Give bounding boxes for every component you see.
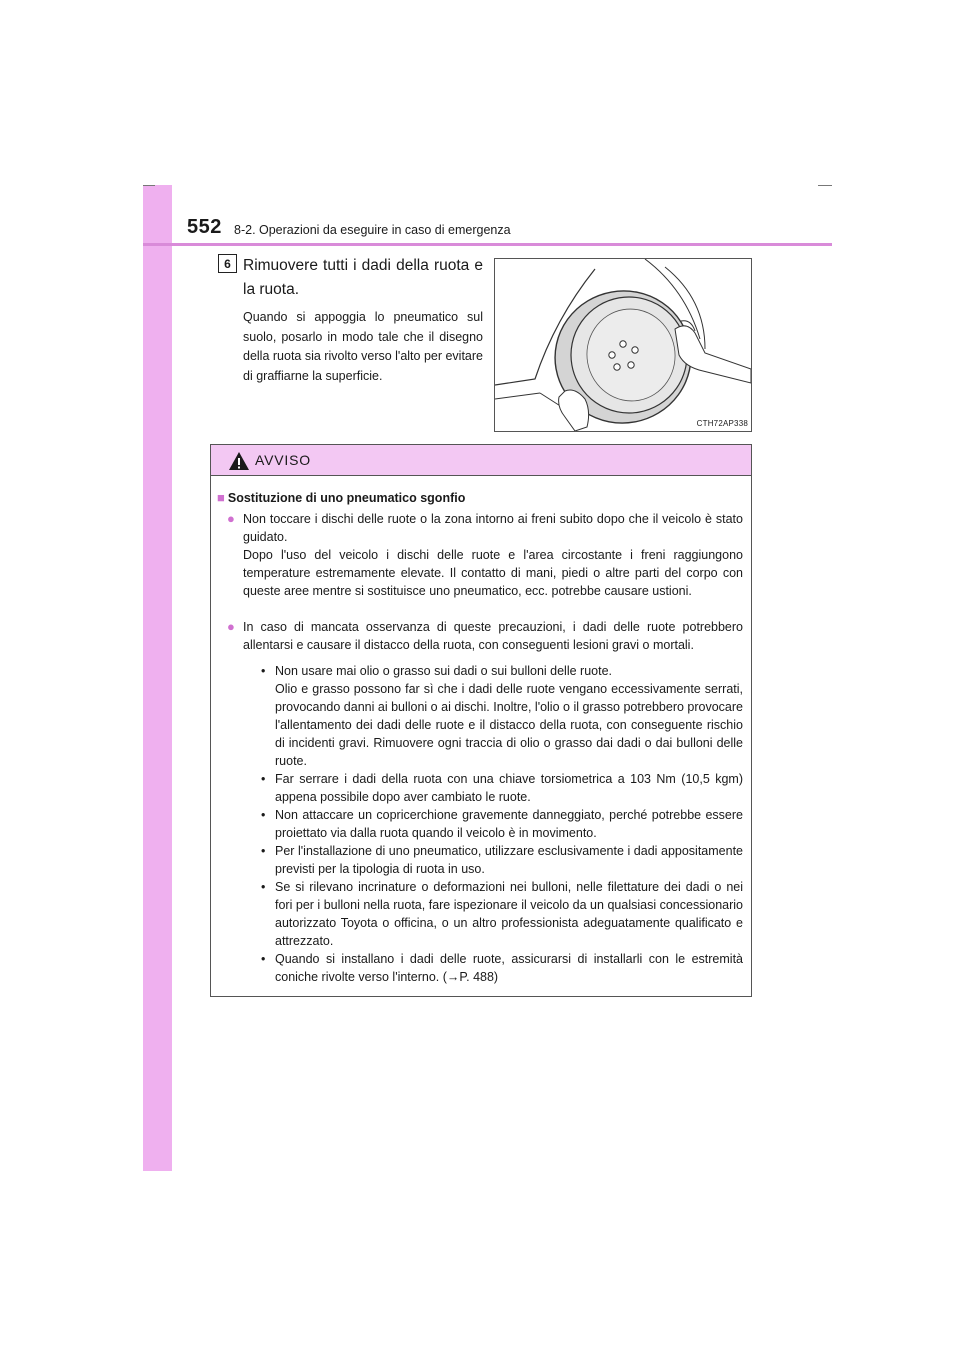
- warning-item-2-text: In caso di mancata osservanza di queste precauzioni, i dadi delle ruote potrebbero allentarsi e causare il distacco della ruota, con conseguenti lesioni gravi o mortali.: [243, 620, 743, 652]
- sub-item-4: [261, 842, 743, 878]
- section-title: [217, 489, 465, 507]
- sub-item-3-text: Non attaccare un copricerchione gravemente danneggiato, perché potrebbe essere proiettato via dalla ruota quando il veicolo è in movimento.: [275, 808, 743, 840]
- sub-item-2: [261, 770, 743, 806]
- sub-item-1-line2: Olio e grasso possono far sì che i dadi delle ruote vengano eccessivamente serrati, provocando danni ai bulloni o ai dischi. Inoltre, l'olio o il grasso potrebbero provocare l'allentamento dei dadi delle ruote e il distacco della ruota, con conseguente rischio di incidenti gravi. Rimuovere ogni traccia di olio o grasso dai dadi o dai bulloni delle ruote.: [275, 682, 743, 768]
- warning-box: [210, 444, 752, 997]
- sub-item-3: [261, 806, 743, 842]
- warning-item-1: [227, 510, 743, 600]
- sub-item-1-line1: Non usare mai olio o grasso sui dadi o sui bulloni delle ruote.: [275, 664, 612, 678]
- sub-bullet: •: [261, 952, 266, 966]
- sub-item-4-text: Per l'installazione di uno pneumatico, utilizzare esclusivamente i dadi appositamente previsti per la tipologia di ruota in uso.: [275, 844, 743, 876]
- step-number-box: 6: [218, 254, 237, 273]
- crop-mark: [143, 185, 155, 186]
- warning-item-1-line1: Non toccare i dischi delle ruote o la zona intorno ai freni subito dopo che il veicolo è stato guidato.: [243, 512, 743, 544]
- warning-item-2: [227, 618, 743, 654]
- sub-item-6: [261, 950, 743, 986]
- sub-bullet: •: [261, 772, 266, 786]
- figure-code: CTH72AP338: [696, 419, 748, 428]
- crop-mark-right: [818, 185, 832, 186]
- warning-label: AVVISO: [255, 452, 311, 468]
- dot-bullet: ●: [227, 511, 235, 526]
- section-title-text: Sostituzione di uno pneumatico sgonfio: [227, 491, 466, 505]
- warning-item-1-line2: Dopo l'uso del veicolo i dischi delle ruote e l'area circostante i freni raggiungono temperature estremamente elevate. Il contatto di mani, piedi o altre parti del corpo con queste aree mentre si sostituisce uno pneumatico, ecc. potrebbe causare ustioni.: [243, 548, 743, 598]
- warning-triangle-icon: [228, 451, 250, 471]
- side-tab: [143, 185, 172, 1171]
- sub-bullet: •: [261, 844, 266, 858]
- step-title: Rimuovere tutti i dadi della ruota e la ruota.: [243, 257, 483, 298]
- sub-item-5: [261, 878, 743, 950]
- sub-item-6-text: Quando si installano i dadi delle ruote, assicurarsi di installarli con le estremità coniche rivolte verso l'interno. (→P. 488): [275, 952, 743, 984]
- sub-item-2-text: Far serrare i dadi della ruota con una chiave torsiometrica a 103 Nm (10,5 kgm) appena possibile dopo aver cambiato le ruote.: [275, 772, 743, 804]
- step-description: Quando si appoggia lo pneumatico sul suolo, posarlo in modo tale che il disegno della ruota sia rivolto verso l'alto per evitare di graffiarne la superficie.: [243, 310, 484, 383]
- header-rule: [143, 243, 832, 246]
- square-bullet: ■: [217, 490, 225, 505]
- wheel-drawing: [495, 259, 751, 431]
- wheel-removal-illustration: [494, 258, 752, 432]
- page-number: 552: [187, 216, 222, 238]
- sub-item-5-text: Se si rilevano incrinature o deformazioni nei bulloni, nelle filettature dei dadi o nei fori per i bulloni nella ruota, fare ispezionare il veicolo da un qualsiasi concessionario autorizzato Toyota o officina, o un altro professionista adeguatamente qualificato e attrezzato.: [275, 880, 743, 948]
- warning-header: [211, 445, 751, 476]
- sub-item-1: [261, 662, 743, 770]
- chapter-title: 8-2. Operazioni da eseguire in caso di emergenza: [234, 223, 511, 237]
- dot-bullet: ●: [227, 619, 235, 634]
- sub-bullet: •: [261, 808, 266, 822]
- sub-bullet: •: [261, 880, 266, 894]
- sub-bullet: •: [261, 664, 266, 678]
